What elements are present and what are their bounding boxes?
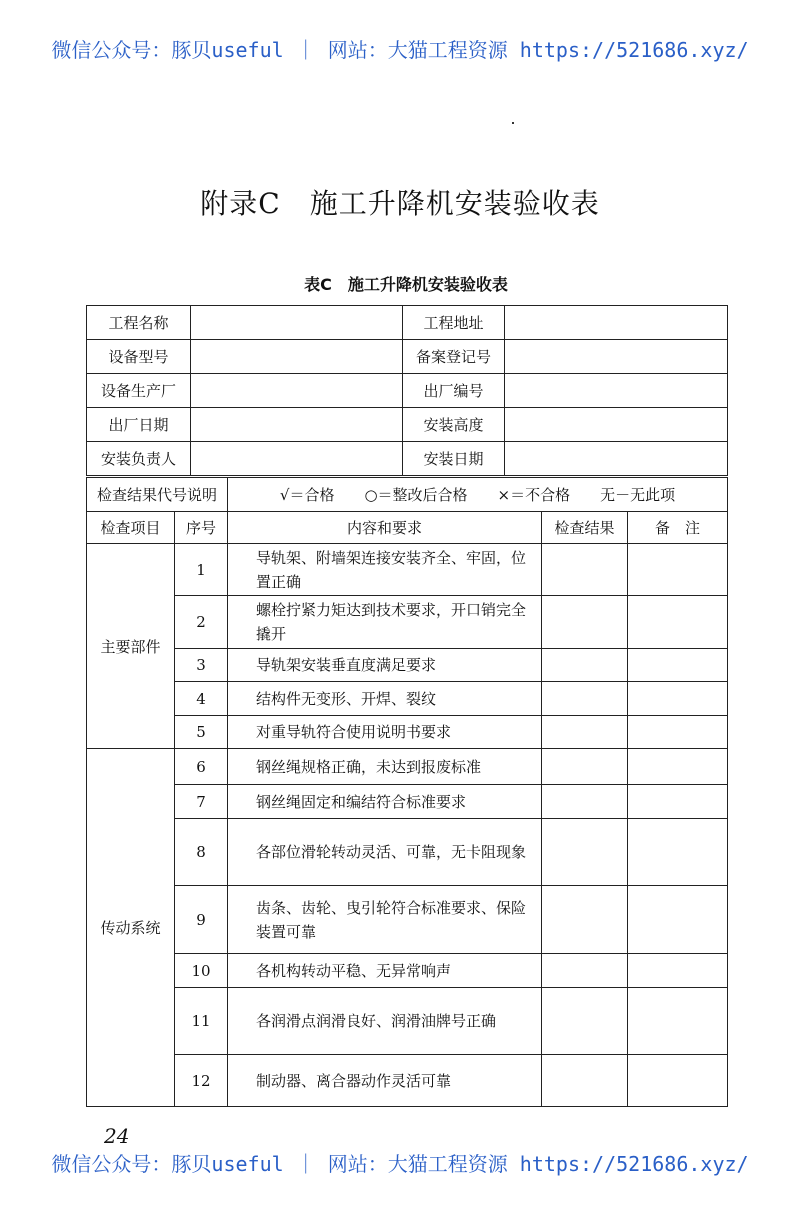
- table-row: [87, 682, 728, 716]
- header-row: [87, 512, 728, 544]
- page-number: 24: [104, 1124, 130, 1148]
- remark-cell[interactable]: [628, 819, 728, 886]
- info-label: 设备生产厂: [87, 374, 191, 408]
- row-number: 12: [175, 1055, 228, 1107]
- table-row: [87, 886, 728, 954]
- info-value[interactable]: [505, 306, 728, 340]
- info-row: [87, 408, 728, 442]
- table-row: [87, 785, 728, 819]
- table-row: [87, 716, 728, 749]
- header-item: 检查项目: [87, 512, 175, 544]
- header-requirement: 内容和要求: [228, 512, 542, 544]
- remark-cell[interactable]: [628, 988, 728, 1055]
- remark-cell[interactable]: [628, 716, 728, 749]
- row-number: 4: [175, 682, 228, 716]
- remark-cell[interactable]: [628, 749, 728, 785]
- info-label: 安装日期: [403, 442, 505, 476]
- info-value[interactable]: [191, 306, 403, 340]
- table-row: [87, 819, 728, 886]
- watermark-top: 微信公众号：豚贝useful ｜ 网站：大猫工程资源 https://521686.xyz/: [51, 38, 749, 62]
- row-number: 9: [175, 886, 228, 954]
- result-cell[interactable]: [542, 954, 628, 988]
- info-label: 工程名称: [87, 306, 191, 340]
- row-requirement: 结构件无变形、开焊、裂纹: [228, 682, 542, 716]
- remark-cell[interactable]: [628, 544, 728, 596]
- info-table: [86, 305, 728, 476]
- result-cell[interactable]: [542, 988, 628, 1055]
- info-value[interactable]: [191, 340, 403, 374]
- row-number: 8: [175, 819, 228, 886]
- remark-cell[interactable]: [628, 1055, 728, 1107]
- info-label: 设备型号: [87, 340, 191, 374]
- table-row: [87, 544, 728, 596]
- info-value[interactable]: [505, 408, 728, 442]
- table-row: [87, 988, 728, 1055]
- info-row: [87, 374, 728, 408]
- remark-cell[interactable]: [628, 596, 728, 649]
- info-row: [87, 340, 728, 374]
- result-cell[interactable]: [542, 596, 628, 649]
- row-number: 1: [175, 544, 228, 596]
- row-requirement: 导轨架、附墙架连接安装齐全、牢固，位置正确: [228, 544, 542, 596]
- row-requirement: 导轨架安装垂直度满足要求: [228, 649, 542, 682]
- row-requirement: 各部位滑轮转动灵活、可靠，无卡阻现象: [228, 819, 542, 886]
- row-number: 7: [175, 785, 228, 819]
- result-cell[interactable]: [542, 682, 628, 716]
- row-requirement: 钢丝绳规格正确，未达到报废标准: [228, 749, 542, 785]
- row-requirement: 各润滑点润滑良好、润滑油牌号正确: [228, 988, 542, 1055]
- row-number: 10: [175, 954, 228, 988]
- table-caption: 表C 施工升降机安装验收表: [304, 275, 508, 294]
- row-number: 11: [175, 988, 228, 1055]
- header-remark: 备 注: [628, 512, 728, 544]
- result-cell[interactable]: [542, 1055, 628, 1107]
- remark-cell[interactable]: [628, 954, 728, 988]
- row-number: 5: [175, 716, 228, 749]
- info-label: 安装高度: [403, 408, 505, 442]
- legend-row: [87, 478, 728, 512]
- row-requirement: 螺栓拧紧力矩达到技术要求，开口销完全撬开: [228, 596, 542, 649]
- info-value[interactable]: [191, 442, 403, 476]
- header-no: 序号: [175, 512, 228, 544]
- row-requirement: 各机构转动平稳、无异常响声: [228, 954, 542, 988]
- watermark-bottom: 微信公众号：豚贝useful ｜ 网站：大猫工程资源 https://521686.xyz/: [51, 1152, 749, 1176]
- result-cell[interactable]: [542, 819, 628, 886]
- result-cell[interactable]: [542, 716, 628, 749]
- info-value[interactable]: [505, 340, 728, 374]
- info-value[interactable]: [191, 408, 403, 442]
- legend-text: √＝合格 ○＝整改后合格 ×＝不合格 无－无此项: [228, 478, 728, 512]
- info-row: [87, 442, 728, 476]
- remark-cell[interactable]: [628, 886, 728, 954]
- info-label: 工程地址: [403, 306, 505, 340]
- row-requirement: 制动器、离合器动作灵活可靠: [228, 1055, 542, 1107]
- speck: [512, 122, 514, 124]
- row-requirement: 对重导轨符合使用说明书要求: [228, 716, 542, 749]
- remark-cell[interactable]: [628, 649, 728, 682]
- info-label: 出厂编号: [403, 374, 505, 408]
- legend-label: 检查结果代号说明: [87, 478, 228, 512]
- info-value[interactable]: [191, 374, 403, 408]
- inspection-table: [86, 477, 728, 1107]
- info-value[interactable]: [505, 442, 728, 476]
- result-cell[interactable]: [542, 886, 628, 954]
- group-label: 主要部件: [87, 544, 175, 749]
- info-value[interactable]: [505, 374, 728, 408]
- header-result: 检查结果: [542, 512, 628, 544]
- result-cell[interactable]: [542, 785, 628, 819]
- appendix-title: 附录C 施工升降机安装验收表: [200, 187, 600, 220]
- result-cell[interactable]: [542, 749, 628, 785]
- remark-cell[interactable]: [628, 682, 728, 716]
- table-row: [87, 649, 728, 682]
- table-row: [87, 596, 728, 649]
- row-requirement: 钢丝绳固定和编结符合标准要求: [228, 785, 542, 819]
- group-label: 传动系统: [87, 749, 175, 1107]
- row-number: 3: [175, 649, 228, 682]
- remark-cell[interactable]: [628, 785, 728, 819]
- table-row: [87, 1055, 728, 1107]
- row-number: 6: [175, 749, 228, 785]
- info-label: 安装负责人: [87, 442, 191, 476]
- table-row: [87, 749, 728, 785]
- info-row: [87, 306, 728, 340]
- row-requirement: 齿条、齿轮、曳引轮符合标准要求、保险装置可靠: [228, 886, 542, 954]
- info-label: 出厂日期: [87, 408, 191, 442]
- row-number: 2: [175, 596, 228, 649]
- info-label: 备案登记号: [403, 340, 505, 374]
- table-row: [87, 954, 728, 988]
- result-cell[interactable]: [542, 649, 628, 682]
- result-cell[interactable]: [542, 544, 628, 596]
